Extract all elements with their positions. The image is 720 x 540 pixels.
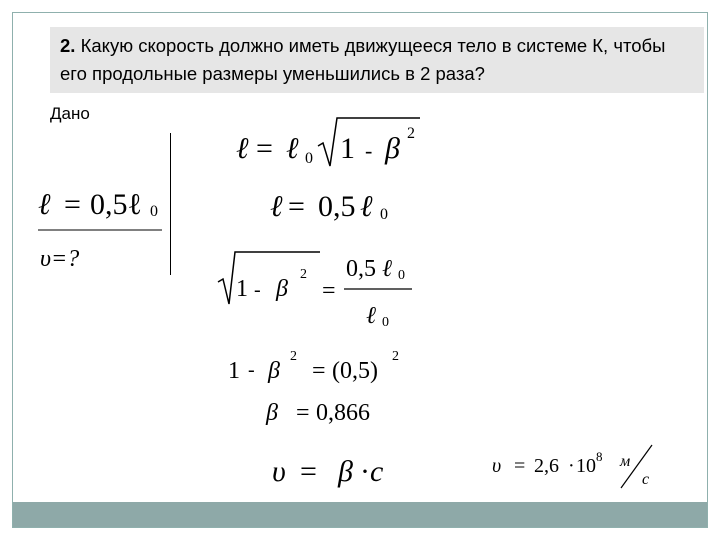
- svg-text:0: 0: [380, 206, 388, 223]
- svg-text:1: 1: [340, 132, 355, 165]
- svg-text:-: -: [365, 138, 373, 163]
- formula-answer: [492, 445, 652, 488]
- svg-text:β: β: [338, 455, 353, 488]
- svg-text:0: 0: [398, 268, 405, 283]
- question-number: 2.: [60, 35, 76, 56]
- given-velocity: υ=?: [40, 246, 80, 272]
- formula-contraction: [236, 118, 420, 167]
- svg-text:0: 0: [150, 203, 158, 220]
- svg-text:-: -: [248, 359, 255, 381]
- given-length-formula: [38, 188, 158, 221]
- svg-text:=: =: [64, 188, 81, 221]
- svg-text:0,5: 0,5: [346, 256, 376, 282]
- svg-text:2,6: 2,6: [534, 455, 559, 477]
- svg-text:β: β: [276, 276, 288, 302]
- svg-text:0: 0: [305, 150, 313, 167]
- svg-text:ℓ: ℓ: [286, 132, 299, 165]
- svg-text:0,5: 0,5: [318, 190, 356, 223]
- svg-text:c: c: [370, 455, 384, 488]
- svg-text:2: 2: [290, 349, 297, 364]
- svg-text:β: β: [385, 132, 400, 165]
- question-text: Какую скорость должно иметь движущееся тело в системе К, чтобы его продольные размеры уменьшились в 2 раза?: [60, 35, 666, 84]
- svg-text:β: β: [268, 358, 280, 384]
- svg-text:2: 2: [392, 349, 399, 364]
- svg-text:=: =: [312, 358, 326, 384]
- svg-text:ℓ: ℓ: [360, 190, 373, 223]
- formula-given-ratio: [270, 190, 388, 223]
- svg-text:=: =: [300, 455, 317, 488]
- formula-velocity: [272, 455, 383, 488]
- svg-text:(0,5): (0,5): [332, 358, 378, 384]
- svg-text:10: 10: [576, 455, 596, 477]
- svg-text:=: =: [288, 190, 305, 223]
- svg-text:υ: υ: [492, 455, 502, 477]
- formula-squared: [228, 349, 399, 384]
- svg-text:2: 2: [407, 125, 415, 142]
- svg-text:ℓ: ℓ: [38, 188, 51, 221]
- svg-text:8: 8: [596, 449, 603, 464]
- formula-root-ratio: [218, 252, 412, 330]
- svg-text:=: =: [322, 278, 336, 304]
- svg-text:м: м: [620, 453, 631, 470]
- svg-text:-: -: [254, 279, 261, 301]
- svg-text:0,5ℓ: 0,5ℓ: [90, 188, 142, 221]
- svg-text:=: =: [514, 455, 526, 477]
- svg-text:ℓ: ℓ: [366, 303, 376, 329]
- formula-beta-value: [265, 400, 370, 426]
- svg-text:ℓ: ℓ: [236, 132, 249, 165]
- svg-text:β: β: [266, 400, 278, 426]
- svg-text:ℓ: ℓ: [270, 190, 283, 223]
- svg-text:=: =: [256, 132, 273, 165]
- svg-text:υ: υ: [272, 455, 286, 488]
- svg-text:=: =: [296, 400, 310, 426]
- svg-text:1: 1: [228, 358, 240, 384]
- svg-text:0: 0: [382, 315, 389, 330]
- given-label: Дано: [50, 104, 90, 123]
- svg-text:2: 2: [300, 267, 307, 282]
- svg-text:1: 1: [236, 276, 248, 302]
- svg-text:·: ·: [568, 455, 575, 477]
- svg-text:ℓ: ℓ: [382, 256, 392, 282]
- svg-text:0,866: 0,866: [316, 400, 370, 426]
- svg-text:с: с: [642, 471, 650, 488]
- svg-text:·: ·: [360, 455, 370, 488]
